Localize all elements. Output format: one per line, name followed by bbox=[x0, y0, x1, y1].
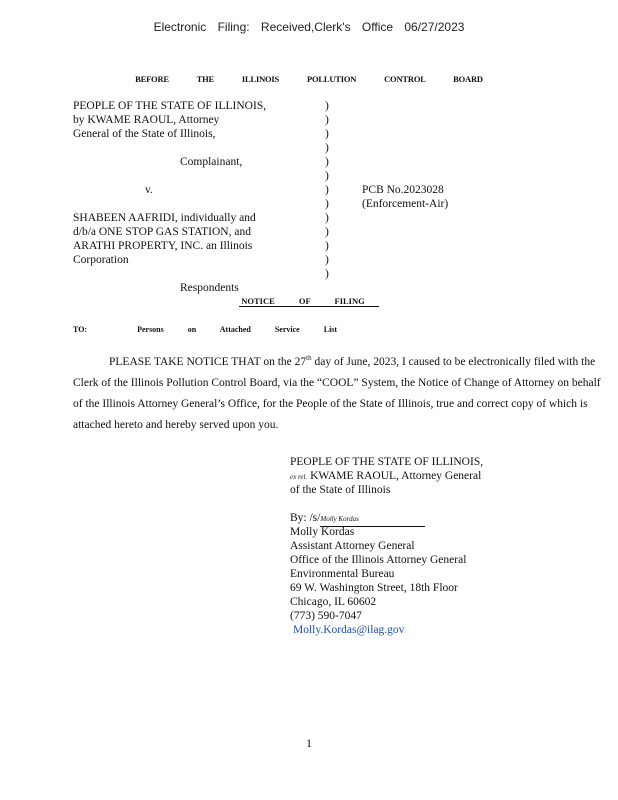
sig-address: 69 W. Washington Street, 18th Floor bbox=[290, 582, 458, 594]
caption-line: d/b/a ONE STOP GAS STATION, and bbox=[73, 226, 251, 238]
sig-title: Assistant Attorney General bbox=[290, 540, 415, 552]
body-suffix: day of June, 2023, I caused to be electronically filed with the Clerk of the Illinois Pollution Control Board, via the “COOL” System, the Notice of Change of Attorney on behalf of the Illinois Attorney General’s Office, for the People of the State of Illinois, true and correct copy of which is attached hereto and hereby served upon you. bbox=[73, 355, 601, 431]
notice-title-text: NOTICE OF FILING bbox=[239, 296, 379, 307]
sig-by-line bbox=[290, 511, 483, 525]
sig-people: PEOPLE OF THE STATE OF ILLINOIS, bbox=[290, 456, 484, 468]
to-label: TO: bbox=[73, 325, 88, 334]
case-type: (Enforcement-Air) bbox=[362, 198, 449, 210]
paren: ) bbox=[325, 198, 329, 210]
signature-line: Molly Kordas bbox=[320, 512, 425, 527]
sig-city: Chicago, IL 60602 bbox=[290, 596, 377, 608]
caption-parens bbox=[325, 99, 329, 281]
sig-by-label: By: /s/ bbox=[290, 512, 321, 524]
page-number: 1 bbox=[306, 736, 312, 750]
sig-bureau: Environmental Bureau bbox=[290, 568, 395, 580]
caption-line: by KWAME RAOUL, Attorney bbox=[73, 114, 220, 126]
sig-of-state: of the State of Illinois bbox=[290, 484, 391, 496]
paren: ) bbox=[325, 226, 329, 238]
case-info bbox=[362, 183, 448, 211]
efiling-header: Electronic Filing: Received,Clerk's Office 06/27/2023 bbox=[153, 20, 465, 34]
sig-spacer bbox=[290, 497, 483, 511]
paren: ) bbox=[325, 268, 329, 280]
paren: ) bbox=[325, 128, 329, 140]
caption-line: SHABEEN AAFRIDI, individually and bbox=[73, 212, 256, 224]
paren: ) bbox=[325, 212, 329, 224]
paren: ) bbox=[325, 142, 329, 154]
complainant-label: Complainant, bbox=[180, 156, 243, 168]
caption-line: PEOPLE OF THE STATE OF ILLINOIS, bbox=[73, 100, 267, 112]
body-prefix: PLEASE TAKE NOTICE THAT on the 27 bbox=[109, 355, 307, 368]
caption-line: Corporation bbox=[73, 254, 129, 266]
respondents-label: Respondents bbox=[180, 282, 239, 294]
sig-ex-rel: ex rel. bbox=[290, 473, 308, 481]
board-title: BEFORE THE ILLINOIS POLLUTION CONTROL BOARD bbox=[135, 74, 483, 84]
sig-kwame: KWAME RAOUL, Attorney General bbox=[307, 470, 482, 482]
versus-label: v. bbox=[145, 184, 153, 196]
to-value: Persons on Attached Service List bbox=[137, 325, 338, 334]
sig-exrel-line bbox=[290, 469, 483, 483]
sig-office: Office of the Illinois Attorney General bbox=[290, 554, 467, 566]
caption-spacer bbox=[73, 197, 266, 211]
sig-email-link[interactable]: Molly.Kordas@ilag.gov bbox=[293, 624, 405, 636]
paren: ) bbox=[325, 170, 329, 182]
paren: ) bbox=[325, 114, 329, 126]
paren: ) bbox=[325, 100, 329, 112]
notice-body bbox=[73, 348, 613, 436]
caption-spacer bbox=[73, 267, 266, 281]
sig-name: Molly Kordas bbox=[290, 526, 355, 538]
paren: ) bbox=[325, 184, 329, 196]
paren: ) bbox=[325, 240, 329, 252]
caption-line: ARATHI PROPERTY, INC. an Illinois bbox=[73, 240, 253, 252]
caption-left bbox=[73, 99, 266, 295]
to-line bbox=[73, 325, 337, 334]
caption-spacer bbox=[73, 169, 266, 183]
caption-line: General of the State of Illinois, bbox=[73, 128, 216, 140]
paren: ) bbox=[325, 156, 329, 168]
caption-spacer bbox=[73, 141, 266, 155]
body-sup: th bbox=[306, 354, 312, 362]
case-number: PCB No.2023028 bbox=[362, 184, 444, 196]
sig-phone: (773) 590-7047 bbox=[290, 610, 362, 622]
paren: ) bbox=[325, 254, 329, 266]
signature-block bbox=[290, 455, 483, 637]
notice-title bbox=[0, 296, 618, 306]
